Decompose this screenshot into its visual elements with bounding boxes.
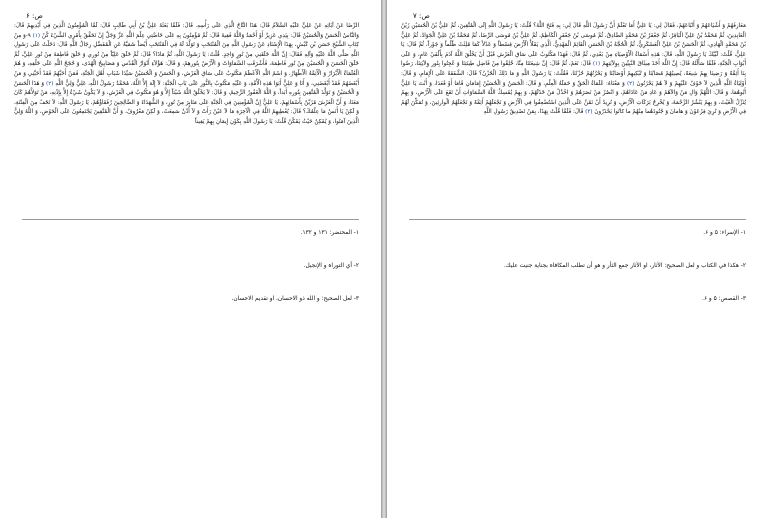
footnote: ۱- المحتضر: ۱۳۱ و ۱۳۲. — [300, 230, 359, 236]
footnote-ref-link[interactable]: (۲) — [626, 80, 635, 87]
paragraph — [401, 22, 746, 118]
footnote-ref-link[interactable]: (۲) — [46, 80, 54, 87]
footnote: ۳- القصص: ۵ و ۶. — [702, 296, 746, 302]
right-page — [387, 0, 768, 518]
page-number: ص: ۶ — [26, 12, 43, 20]
footnote-ref-link[interactable]: (۱) — [32, 32, 41, 39]
body-text — [401, 22, 746, 118]
footnote-ref-link[interactable]: (۱) — [592, 61, 601, 68]
page-number: ص: ۷ — [413, 12, 430, 20]
body-text — [14, 22, 359, 128]
footnote: ۲- هكذا في الكتاب و لعل الصحيح: الأثار، او الأثار جمع الثأر و هو أن تطلب المكافاة بجناية جنيت عليك. — [503, 263, 746, 269]
paragraph-text: وَ مَعْنَاهُ: عُلَمَاءُ الْحَقِّ وَ حَمَلَةُ الْعِلْمِ، وَ قَالَ: الْحَسَنُ وَ الْحُسَيْنُ إِمَامَانِ قَامَا أَوْ قَعَدَا، وَ أَنْتَ يَا عَلِيُّ أَبُوهُمَا، وَ قَالَ: اللَّهُمَّ وَالِ مَنْ وَالاَهُمْ وَ عَادِ مَنْ عَادَاهُمْ، وَ انْصُرْ مَنْ نَصَرَهُمْ وَ اخْذُلْ مَنْ خَذَلَهُمْ، وَ بِهِمْ يُمْسِكُ اللَّهُ السَّمَاوَاتِ أَنْ تَقَعَ عَلَى الْأَرْضِ، وَ بِهِمْ يُنَزِّلُ الْغَيْثَ، وَ بِهِمْ يَنْشُرُ الرَّحْمَةَ، وَ يُخْرِجُ بَرَكَاتِ الْأَرْضِ، وَ نُرِيدُ أَنْ نَمُنَّ عَلَى الَّذِينَ اسْتُضْعِفُوا فِي الْأَرْضِ وَ نَجْعَلَهُمْ أَئِمَّةً وَ نَجْعَلَهُمُ الْوارِثِينَ، وَ نُمَكِّنَ لَهُمْ فِي الْأَرْضِ وَ نُرِيَ فِرْعَوْنَ وَ هامانَ وَ جُنُودَهُما مِنْهُمْ ما كانُوا يَحْذَرُونَ — [401, 80, 746, 116]
paragraph — [14, 22, 359, 128]
paragraph-text: مَعَارِفَهُمْ وَ أَشْيَاعَهُمْ وَ أَتْبَاعَهُمْ، فَقَالَ لِي: يَا عَلِيُّ أَمَا تَعْلَمُ أَنَّ رَسُولَ اللَّهِ قَالَ لِي: بِهِ فَتَحَ اللَّهُ؟ قُلْتُ: يَا رَسُولَ اللَّهِ إِلَى الْمُتَّقِينَ، ثُمَّ عَلِيُّ بْنُ الْحُسَيْنِ زَيْنُ الْعَابِدِينَ، ثُمَّ مُحَمَّدُ بْنُ عَلِيٍّ الْبَاقِرُ، ثُمَّ جَعْفَرُ بْنُ مُحَمَّدٍ الصَّادِقُ، ثُمَّ مُوسَى بْنُ جَعْفَرٍ الْكَاظِمُ، ثُمَّ عَلِيُّ بْنُ مُوسَى الرِّضَا، ثُمَّ مُحَمَّدُ بْنُ عَلِيٍّ الْجَوَادُ، ثُمَّ عَلِيُّ بْنُ مُحَمَّدٍ الْهَادِي، ثُمَّ الْحَسَنُ بْنُ عَلِيٍّ الْعَسْكَرِيُّ، ثُمَّ الْحُجَّةُ بْنُ الْحَسَنِ الْقَائِمُ الْمَهْدِيُّ، الَّذِي يَمْلَأُ الْأَرْضَ قِسْطاً وَ عَدْلاً كَمَا مُلِئَتْ ظُلْماً وَ جَوْراً، ثُمَّ قَالَ: يَا عَلِيُّ، قُلْتُ: لَبَّيْكَ يَا رَسُولَ اللَّهِ، قَالَ: هَذِهِ أَسْمَاءُ الْأَوْصِيَاءِ مِنْ بَعْدِي، ثُمَّ قَالَ: فَهَذَا مَكْتُوبٌ عَلَى سَاقِ الْعَرْشِ قَبْلَ أَنْ يَخْلُقَ اللَّهُ آدَمَ بِأَلْفَيْ عَامٍ، وَ عَلَى أَبْوَابِ الْجَنَّةِ، فَلَمَّا سَأَلْتُهُ قَالَ: إِنَّ اللَّهَ أَخَذَ مِيثَاقَ النَّبِيِّينَ بِوِلاَيَتِهِمْ — [401, 23, 747, 68]
left-page — [0, 0, 381, 518]
footnote-divider — [22, 219, 359, 220]
footnote-ref-link[interactable]: (۳) — [585, 109, 593, 116]
paragraph-text: وَ هَذَا الْحَسَنُ وَ الْحُسَيْنُ وَ تَوَلَّدَ الْمُتَّقِينَ بِنُورِهِ أَبَداً، وَ اللَّهُ الْغَفُورُ الرَّحِيمُ، وَ قَالَ: لاَ يَخْلُقُ اللَّهُ شَيْئاً إِلاَّ وَ هُوَ مَكْتُوبٌ فِي الْعَرْشِ، وَ لاَ يَكُونُ شَيْءٌ إِلاَّ بِإِذْنِهِ، مَنْ تَوَلاَّهُمْ كَانَ مَعَنَا، وَ أَنَّ الْعَرْشَ مُزَيَّنٌ بِأَسْمَائِهِمْ، يَا عَلِيُّ إِنَّ الْمُؤْمِنِينَ فِي الْجَنَّةِ عَلَى مَنَابِرَ مِنْ نُورٍ، وَ الشُّهَدَاءَ وَ الصَّالِحِينَ رُفَقَاؤُهُمْ، يَا رَسُولَ اللَّهِ: لاَ تَخَفْ مِنَ الْفِتْنَةِ، وَ لَكِنْ يَا أَنَسُ مَا عِلْمُكَ؟ قَالَ: يُعْطِيهِمُ اللَّهُ فِي الْآخِرَةِ مَا لاَ عَيْنٌ رَأَتْ وَ لاَ أُذُنٌ سَمِعَتْ، وَ لَكِنْ مَعْرُوفٌ، وَ أَنَّ الْمُتَّقِينَ يَجْتَمِعُونَ عَلَى الْحَوْضِ، وَ اللَّهُ وَلِيُّ الَّذِينَ آمَنُوا، وَ يُمْكِنُ حَيْثُ يَمْكُنُ قُلْتُ: يَا رَسُولَ اللَّهِ بِكَوْنِ إِيمَانِ بِهِمْ يَقِيناً — [14, 80, 359, 125]
paragraph-text: قَالَ: فَلَمَّا قُلْتُ بِهَذَا، بِمَنْ تَصْدِيقُ رَسُولِ اللَّهِ — [483, 109, 584, 116]
footnote-divider — [409, 219, 746, 220]
paragraph-text: الرِّضَا عَنْ آبَائِهِ عَنْ عَلِيٍّ عَلَيْهِ السَّلاَمُ قَالَ: هَذَا التَّاجُ الَّذِي عَلَى رَأْسِهِ. قَالَ: فَلَمَّا بَعَثَهُ عَلِيُّ بْنُ أَبِي طَالِبٍ قَالَ: لَمَّا الْمُؤْمِنُونَ الَّذِينَ فِي أَيْدِيهِمْ قَالَ: وَالنَّاسُ الْحَسَنُ وَالْحُسَيْنُ قَالَ: بِيَدِي عَزِيزٌ أَوْ أَحْمَدُ وَاللَّهُ فَقِيهٌ قَالَ: ثُمَّ مُؤْمِنُونَ بِهِ عَلَى خَاصَّتِي عِلْمَ اللَّهِ عَزَّ وَجَلَّ إِنْ تَحَقَّقْ بِأَمْرِي الشَّيْءَ كُنْ — [14, 23, 359, 39]
paragraph-text: ۹-وَ مِنْ كِتَابِ الشَّيْخِ حَسَنِ بْنِ كَبْشٍ، بِهَذَا الْإِسْنَادِ عَنْ رَسُولِ اللَّهِ مِنَ الْمُنْتَخَبِ وَ تَوَلَّدَ لَهُ فِي الْمُنْتَخَبِ أَيْضاً سُمَيَّةُ عَنِ الْمُفَضَّلِ رِجَالُ اللَّهِ قَالَ: دَخَلْتُ عَلَى رَسُولِ اللَّهِ صَلَّى اللَّهُ عَلَيْهِ وَآلِهِ فَقَالَ: إِنَّ اللَّهَ خَلَقَنِي مِنْ نُورٍ وَاحِدٍ. قُلْتُ: يَا رَسُولَ اللَّهِ، ثُمَّ مَاذَا؟ قَالَ: ثُمَّ خَلَقَ عَلِيّاً مِنْ نُورِي وَ خَلَقَ فَاطِمَةَ مِنْ نُورِ عَلِيٍّ، ثُمَّ خَلَقَ الْحَسَنَ وَ الْحُسَيْنَ مِنْ نُورِ فَاطِمَةَ، فَأَشْرَقَتِ السَّمَاوَاتُ وَ الْأَرْضُ بِنُورِهِمْ، وَ قَالَ: هَؤُلاَءِ أَنْوَارُ الْقُدْسِ وَ مَصَابِيحُ الْهُدَى، وَ حُجَجُ اللَّهِ عَلَى خَلْقِهِ، وَ هُمُ الْعُلَمَاءُ الْأَبْرَارُ وَ الْأَئِمَّةُ الْأَطْهَارُ، وَ اسْمُ اللَّهِ الْأَعْظَمُ مَكْتُوبٌ عَلَى سَاقِ الْعَرْشِ، وَ الْحَسَنُ وَ الْحُسَيْنُ سَيِّدَا شَبَابِ أَهْلِ الْجَنَّةِ، فَمَنْ أَحَبَّهُمْ فَقَدْ أَحَبَّنِي وَ مَنْ أَبْغَضَهُمْ فَقَدْ أَبْغَضَنِي، وَ أَنَا وَ عَلِيٌّ أَبَوَا هَذِهِ الْأُمَّةِ، وَ عَلَيْهِ مَكْتُوبٌ بِالنُّورِ عَلَى بَابِ الْجَنَّةِ: لاَ إِلَهَ إِلاَّ اللَّهُ، مُحَمَّدٌ رَسُولُ اللَّهِ، عَلِيٌّ وَلِيُّ اللَّهِ — [14, 32, 359, 87]
footnote: ۲- أي التوراة و الإنجيل. — [303, 263, 359, 269]
footnote: ۳- لعل الصحيح: و الله ذو الاحسان، او تقديم الاحسان. — [231, 296, 359, 302]
footnote: ۱- الإسراء: ۵ و ۶. — [703, 230, 746, 236]
paragraph-text: قَالَ: نَعَمْ، ثُمَّ قَالَ: إِنَّ شِيعَتَنَا مِنَّا، خُلِقُوا مِنْ فَاضِلِ طِينَتِنَا وَ عُجِنُوا بِنُورِ وِلاَيَتِنَا، رَضُوا بِنَا أَئِمَّةً وَ رَضِينَا بِهِمْ شِيعَةً، يُصِيبُهُمْ مُصَابُنَا وَ تُبْكِيهِمْ أَوْصَابُنَا وَ يَحْزُنُهُمْ حُزْنُنَا، فَقُلْتُ: يَا رَسُولَ اللَّهِ وَ مَا ذَلِكَ الْحُزْنُ؟ قَالَ: الشَّفَقَةُ عَلَى الْإِمَامِ، وَ قَالَ: أَوْلِيَاءُ اللَّهِ الَّذِينَ لاَ خَوْفٌ عَلَيْهِمْ وَ لاَ هُمْ يَحْزَنُونَ — [401, 61, 746, 87]
